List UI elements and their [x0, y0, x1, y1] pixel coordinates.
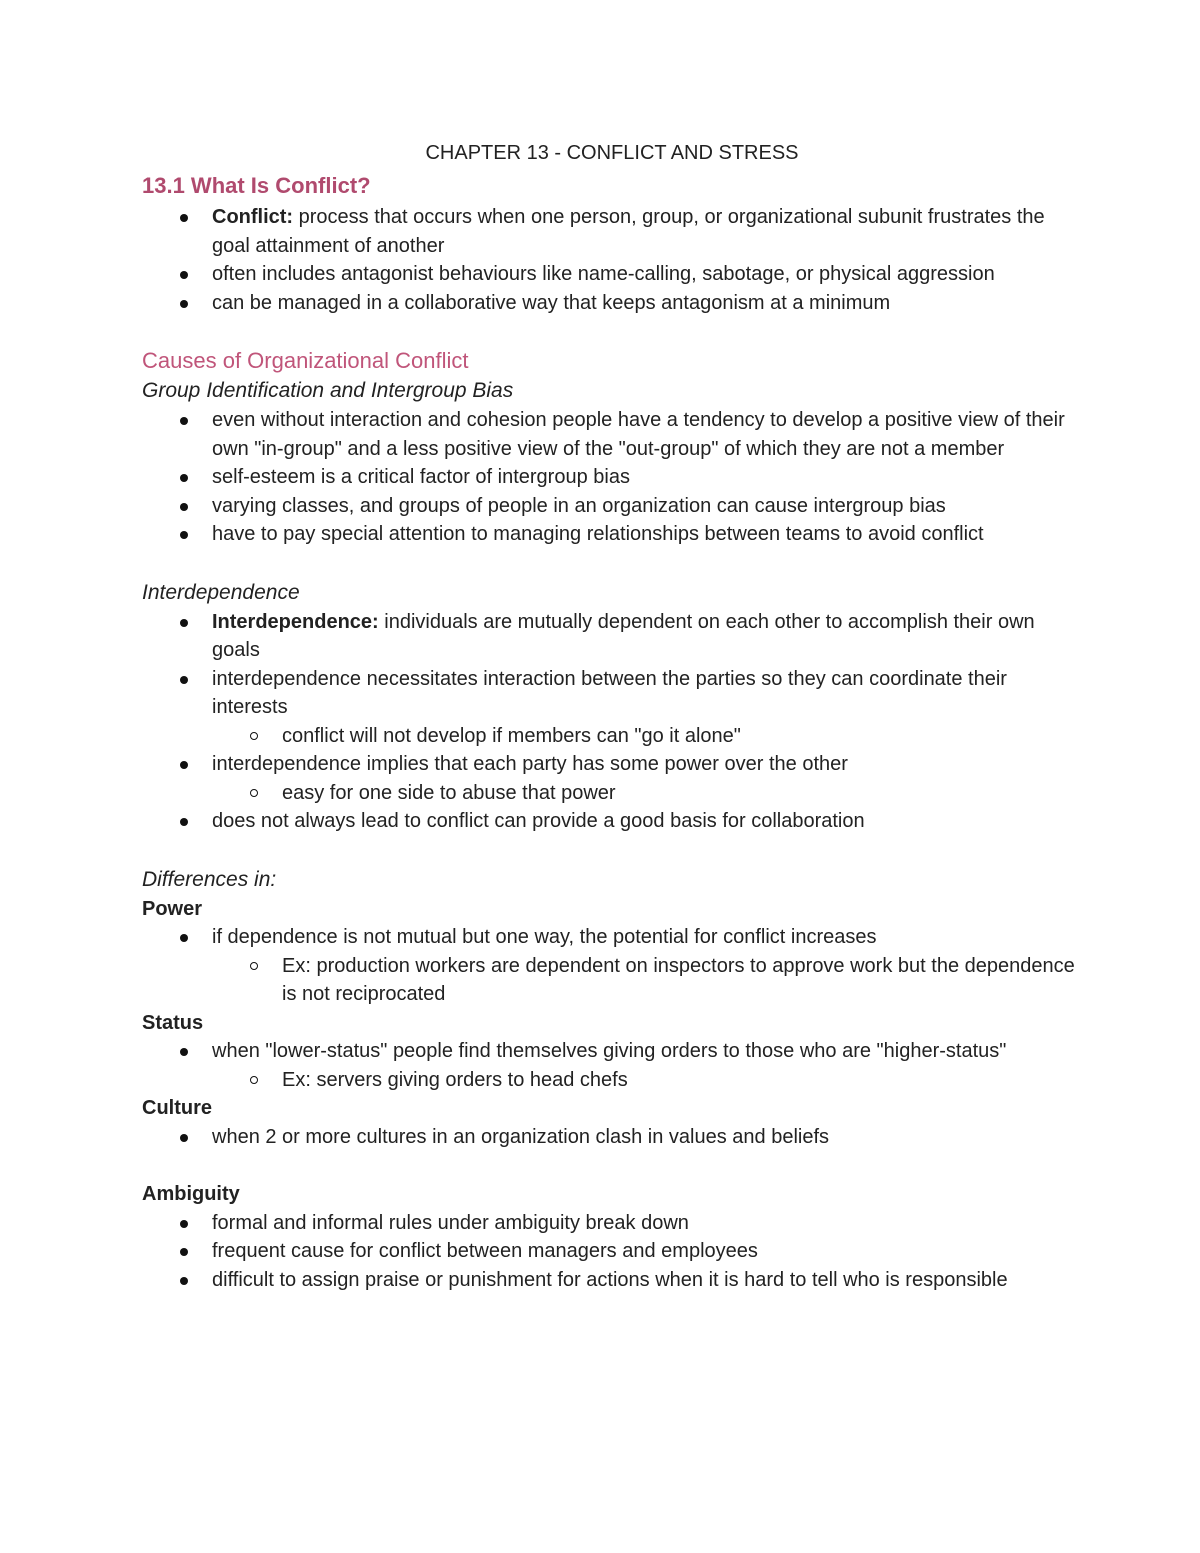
bullet-icon	[180, 619, 188, 627]
page-title: CHAPTER 13 - CONFLICT AND STRESS	[425, 142, 799, 164]
ambiguity-label: Ambiguity	[142, 1183, 240, 1205]
subsection-heading: Causes of Organizational Conflict	[142, 348, 469, 373]
culture-list	[142, 1123, 1082, 1152]
item-text: varying classes, and groups of people in an organization can cause intergroup bias	[212, 494, 946, 517]
item-text: when 2 or more cultures in an organization clash in values and beliefs	[212, 1125, 830, 1148]
sub-list	[212, 952, 1082, 1009]
list-item	[142, 750, 1082, 807]
item-text: Ex: servers giving orders to head chefs	[282, 1068, 628, 1091]
item-text: formal and informal rules under ambiguity break down	[212, 1211, 689, 1234]
sub-list-item	[212, 722, 1082, 751]
bullet-icon	[180, 1134, 188, 1142]
power-label: Power	[142, 897, 203, 920]
bullet-icon	[180, 474, 188, 482]
sub-list-item	[212, 952, 1082, 1009]
culture-label: Culture	[142, 1097, 212, 1119]
term: Conflict:	[212, 206, 294, 228]
bullet-icon	[180, 271, 188, 279]
bullet-icon	[180, 1277, 188, 1285]
definition: individuals are mutually dependent on each other to accomplish their own goals	[212, 610, 1035, 661]
circle-bullet-icon	[250, 962, 258, 970]
sub-list	[212, 1066, 1082, 1095]
bullet-icon	[180, 761, 188, 769]
item-text: have to pay special attention to managing relationships between teams to avoid conflict	[212, 523, 984, 545]
bullet-icon	[180, 818, 188, 826]
item-text: frequent cause for conflict between managers and employees	[212, 1240, 758, 1262]
sub-list	[212, 722, 1082, 751]
list-item	[142, 520, 1082, 549]
topic-heading: Differences in:	[142, 867, 277, 891]
sub-list-item	[212, 1066, 1082, 1095]
list-item	[142, 492, 1082, 521]
item-text: self-esteem is a critical factor of intergroup bias	[212, 466, 630, 488]
status-list	[142, 1037, 1082, 1094]
list-item	[142, 1266, 1082, 1295]
item-text: interdependence implies that each party has some power over the other	[212, 753, 848, 775]
document-body	[142, 139, 1082, 1294]
item-text: if dependence is not mutual but one way, the potential for conflict increases	[212, 926, 877, 948]
sub-list	[212, 779, 1082, 808]
list-item	[142, 923, 1082, 1009]
list-item	[142, 289, 1082, 318]
list-item	[142, 463, 1082, 492]
item-text: difficult to assign praise or punishment for actions when it is hard to tell who is responsible	[212, 1268, 1008, 1291]
bullet-icon	[180, 214, 188, 222]
status-label: Status	[142, 1011, 204, 1034]
item-text: when "lower-status" people find themselves giving orders to those who are "higher-status"	[212, 1040, 1007, 1062]
topic-heading: Group Identification and Intergroup Bias	[142, 379, 514, 402]
definition: process that occurs when one person, group, or organizational subunit frustrates the goal attainment of another	[212, 206, 1045, 257]
list-item	[142, 260, 1082, 289]
section-heading: 13.1 What Is Conflict?	[142, 173, 371, 198]
interdependence-list	[142, 608, 1082, 836]
list-item	[142, 665, 1082, 751]
list-item	[142, 1123, 1082, 1152]
power-list	[142, 923, 1082, 1009]
topic-heading: Interdependence	[142, 580, 300, 604]
item-text: Ex: production workers are dependent on inspectors to approve work but the dependence is not reciprocated	[282, 954, 1075, 1005]
group-identification-list	[142, 406, 1082, 549]
bullet-icon	[180, 531, 188, 539]
bullet-icon	[180, 503, 188, 511]
bullet-icon	[180, 1248, 188, 1256]
circle-bullet-icon	[250, 789, 258, 797]
item-text: easy for one side to abuse that power	[282, 781, 616, 804]
item-text: often includes antagonist behaviours like name-calling, sabotage, or physical aggression	[212, 263, 995, 285]
sub-list-item	[212, 779, 1082, 808]
list-item	[142, 1209, 1082, 1238]
list-item	[142, 1237, 1082, 1266]
list-item	[142, 1037, 1082, 1094]
bullet-icon	[180, 300, 188, 308]
bullet-icon	[180, 934, 188, 942]
list-item	[142, 203, 1082, 260]
bullet-icon	[180, 417, 188, 425]
list-item	[142, 406, 1082, 463]
bullet-icon	[180, 1048, 188, 1056]
item-text: even without interaction and cohesion people have a tendency to develop a positive view of their own "in-group" and a less positive view of the "out-group" of which they are not a member	[212, 409, 1065, 460]
term: Interdependence:	[212, 610, 379, 633]
ambiguity-list	[142, 1209, 1082, 1295]
what-is-conflict-list	[142, 203, 1082, 317]
item-text: does not always lead to conflict can provide a good basis for collaboration	[212, 810, 865, 832]
circle-bullet-icon	[250, 732, 258, 740]
list-item	[142, 608, 1082, 665]
item-text: can be managed in a collaborative way that keeps antagonism at a minimum	[212, 291, 891, 314]
list-item	[142, 807, 1082, 836]
bullet-icon	[180, 676, 188, 684]
circle-bullet-icon	[250, 1076, 258, 1084]
item-text: conflict will not develop if members can "go it alone"	[282, 724, 741, 747]
item-text: interdependence necessitates interaction between the parties so they can coordinate their interests	[212, 667, 1007, 718]
bullet-icon	[180, 1220, 188, 1228]
